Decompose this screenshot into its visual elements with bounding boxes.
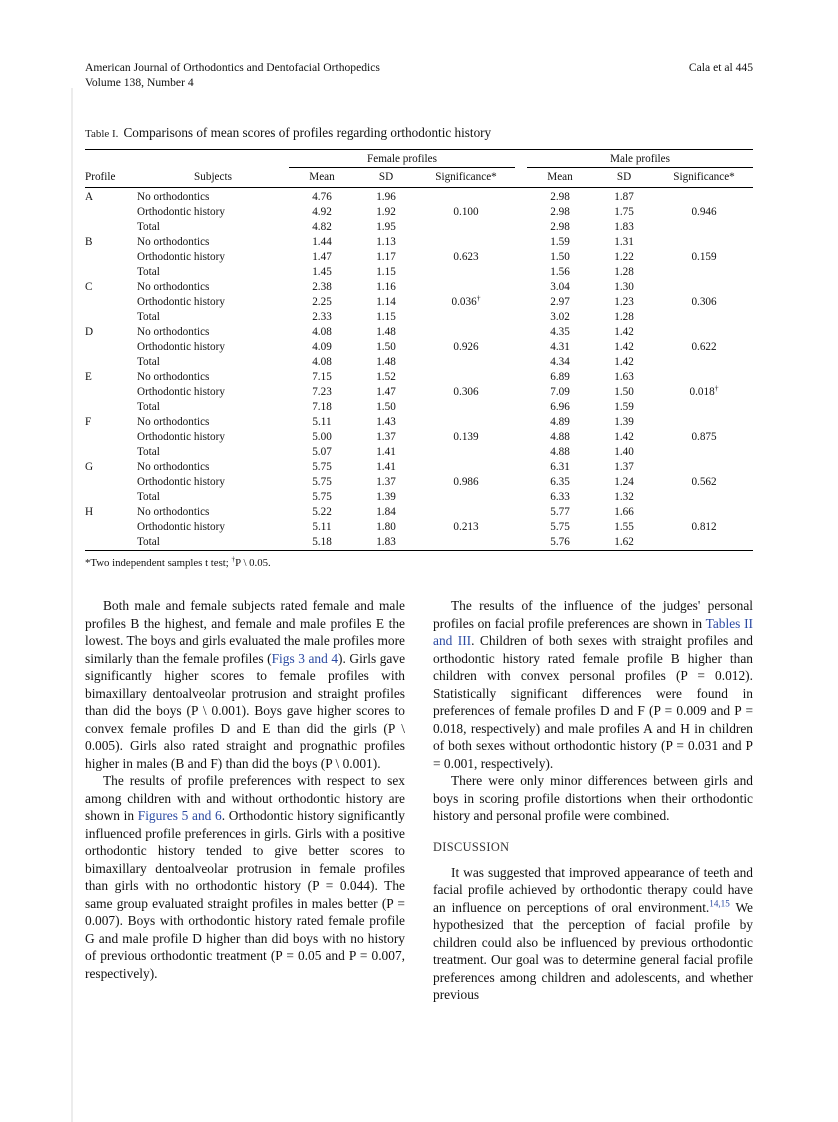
- table-row: [85, 295, 753, 310]
- cell-male-mean: 2.98: [550, 206, 570, 218]
- cell-gap: [515, 355, 527, 370]
- cell-male-sd: 1.50: [614, 386, 634, 398]
- cell-male-significance: 0.812: [691, 521, 717, 533]
- text-run: There were only minor differences between girls and boys in scoring profile distortions when their orthodontic history and personal profile were combined.: [433, 773, 753, 823]
- cell-female-mean: 7.15: [312, 371, 332, 383]
- table-row: [85, 220, 753, 235]
- cell-female-mean: 7.23: [312, 386, 332, 398]
- cell-male-sd: 1.23: [614, 296, 634, 308]
- cell-subject: Orthodontic history: [137, 341, 225, 353]
- cell-profile: [85, 220, 137, 235]
- cell-male-mean: 5.75: [550, 521, 570, 533]
- cell-subject: Orthodontic history: [137, 386, 225, 398]
- cell-female-significance: [417, 325, 515, 340]
- cell-profile: [85, 310, 137, 325]
- cell-male-mean: 4.31: [550, 341, 570, 353]
- cell-profile: [85, 265, 137, 280]
- cell-profile: [85, 385, 137, 400]
- article-body: [85, 597, 753, 1004]
- cell-male-mean: 6.33: [550, 491, 570, 503]
- cell-female-mean: 5.11: [312, 521, 332, 533]
- cell-female-significance: [417, 188, 515, 206]
- cell-male-significance: [655, 280, 753, 295]
- female-profiles-header: Female profiles: [289, 150, 515, 168]
- cell-female-sd: 1.95: [376, 221, 396, 233]
- cell-male-significance: [655, 505, 753, 520]
- table-caption-text: Comparisons of mean scores of profiles regarding orthodontic history: [123, 125, 492, 140]
- cell-female-mean: 4.76: [312, 191, 332, 203]
- cell-female-sd: 1.13: [376, 236, 396, 248]
- cell-female-mean: 4.09: [312, 341, 332, 353]
- cell-gap: [515, 188, 527, 206]
- cell-female-sd: 1.48: [376, 356, 396, 368]
- cell-female-significance: 0.139: [453, 431, 479, 443]
- cell-subject: Orthodontic history: [137, 431, 225, 443]
- cell-gap: [515, 430, 527, 445]
- cell-gap: [515, 520, 527, 535]
- text-column-left: [85, 597, 405, 1004]
- cell-female-sd: 1.43: [376, 416, 396, 428]
- text-run: ). Girls gave significantly higher scores to female profiles with bimaxillary dentoalveolar protrusion and straight profiles than did the boys (P \ 0.001). Boys gave higher scores to convex female profiles D and E than did the girls (P \ 0.005). Girls also rated straight and prognathic profiles higher in males (B and F) than did the boys (P \ 0.001).: [85, 650, 406, 771]
- cell-female-sd: 1.37: [376, 476, 396, 488]
- cell-male-sd: 1.83: [614, 221, 634, 233]
- cell-male-sd: 1.40: [614, 446, 634, 458]
- cell-male-mean: 2.98: [550, 221, 570, 233]
- table-row: [85, 188, 753, 206]
- column-header-row: [85, 168, 753, 188]
- citation-link[interactable]: Figs 3 and 4: [271, 650, 339, 666]
- cell-gap: [515, 310, 527, 325]
- cell-male-significance: [655, 490, 753, 505]
- cell-profile: G: [85, 461, 94, 473]
- cell-gap: [515, 325, 527, 340]
- cell-male-mean: 5.77: [550, 506, 570, 518]
- discussion-heading: DISCUSSION: [433, 839, 510, 854]
- cell-profile: B: [85, 236, 93, 248]
- cell-female-sd: 1.41: [376, 461, 396, 473]
- cell-male-significance: 0.562: [691, 476, 717, 488]
- table-1: [85, 149, 753, 551]
- cell-male-significance: [655, 445, 753, 460]
- table-row: [85, 355, 753, 370]
- table-row: [85, 310, 753, 325]
- text-run: *Two independent samples t test;: [85, 557, 232, 569]
- table-row: [85, 445, 753, 460]
- cell-profile: E: [85, 371, 92, 383]
- cell-male-mean: 4.89: [550, 416, 570, 428]
- cell-female-significance: [417, 310, 515, 325]
- cell-female-sd: 1.15: [376, 311, 396, 323]
- cell-female-sd: 1.14: [376, 296, 396, 308]
- text-column-right: [433, 597, 753, 1004]
- table-caption: [85, 124, 753, 142]
- cell-subject: Orthodontic history: [137, 251, 225, 263]
- cell-profile: [85, 205, 137, 220]
- cell-male-significance: [655, 460, 753, 475]
- cell-male-sd: 1.42: [614, 326, 634, 338]
- cell-male-mean: 6.35: [550, 476, 570, 488]
- cell-gap: [515, 235, 527, 250]
- cell-profile: D: [85, 326, 94, 338]
- cell-profile: H: [85, 506, 94, 518]
- col-header-female-significance: Significance*: [417, 168, 515, 188]
- cell-female-mean: 5.18: [312, 536, 332, 548]
- paragraph: [433, 864, 753, 1004]
- reference-superscript[interactable]: 14,15: [709, 898, 730, 909]
- col-header-female-sd: SD: [355, 168, 417, 188]
- cell-male-sd: 1.32: [614, 491, 634, 503]
- cell-male-sd: 1.55: [614, 521, 634, 533]
- table-row: [85, 505, 753, 520]
- page-citation: Cala et al 445: [688, 61, 753, 74]
- cell-subject: Orthodontic history: [137, 521, 225, 533]
- cell-female-mean: 2.38: [312, 281, 332, 293]
- cell-male-mean: 6.31: [550, 461, 570, 473]
- cell-male-significance: [655, 235, 753, 250]
- cell-female-mean: 5.75: [312, 491, 332, 503]
- cell-female-mean: 4.08: [312, 356, 332, 368]
- cell-male-sd: 1.31: [614, 236, 634, 248]
- col-header-male-significance: Significance*: [655, 168, 753, 188]
- cell-gap: [515, 460, 527, 475]
- cell-profile: [85, 445, 137, 460]
- cell-male-significance: [655, 325, 753, 340]
- cell-male-significance: 0.622: [691, 341, 717, 353]
- cell-female-sd: 1.47: [376, 386, 396, 398]
- cell-male-significance: 0.159: [691, 251, 717, 263]
- cell-profile: [85, 490, 137, 505]
- cell-female-mean: 5.75: [312, 461, 332, 473]
- page-scan-edge: [71, 88, 73, 1122]
- cell-female-significance: [417, 265, 515, 280]
- cell-male-mean: 2.97: [550, 296, 570, 308]
- cell-female-significance: 0.036†: [451, 295, 481, 308]
- cell-subject: No orthodontics: [137, 416, 210, 428]
- cell-profile: [85, 520, 137, 535]
- cell-male-sd: 1.22: [614, 251, 634, 263]
- table-row: [85, 535, 753, 551]
- table-row: [85, 205, 753, 220]
- col-header-gap: [515, 168, 527, 188]
- table-row: [85, 385, 753, 400]
- table-row: [85, 520, 753, 535]
- cell-female-significance: [417, 490, 515, 505]
- cell-subject: Total: [137, 536, 160, 548]
- cell-subject: Orthodontic history: [137, 206, 225, 218]
- cell-male-significance: [655, 535, 753, 551]
- cell-female-sd: 1.96: [376, 191, 396, 203]
- text-run: The results of profile preferences with respect to sex among children with and without orthodontic history are shown in: [85, 773, 405, 823]
- cell-profile: F: [85, 416, 92, 428]
- cell-subject: No orthodontics: [137, 236, 210, 248]
- cell-male-mean: 6.89: [550, 371, 570, 383]
- paragraph: [85, 772, 405, 982]
- cell-male-sd: 1.28: [614, 266, 634, 278]
- cell-subject: Total: [137, 401, 160, 413]
- cell-male-mean: 3.02: [550, 311, 570, 323]
- cell-subject: Total: [137, 446, 160, 458]
- cell-female-significance: 0.306: [453, 386, 479, 398]
- cell-subject: Total: [137, 311, 160, 323]
- col-header-subjects: Subjects: [137, 168, 289, 188]
- cell-subject: Total: [137, 221, 160, 233]
- cell-female-significance: 0.986: [453, 476, 479, 488]
- cell-female-significance: [417, 535, 515, 551]
- citation-link[interactable]: Figures 5 and 6: [137, 808, 222, 823]
- cell-profile: C: [85, 281, 93, 293]
- cell-male-significance: 0.875: [691, 431, 717, 443]
- cell-profile: [85, 355, 137, 370]
- cell-male-mean: 1.50: [550, 251, 570, 263]
- text-run: . Orthodontic history significantly influenced profile preferences in girls. Girls with a positive orthodontic history tended to give better scores to bimaxillary dentoalveolar protrusion in female profiles than girls with no orthodontic history (P = 0.044). The same group evaluated straight profiles in males better (P = 0.007). Boys with orthodontic history rated female profile G and male profile D higher than did boys with no history of previous orthodontic treatment (P = 0.05 and P = 0.007, respectively).: [85, 808, 405, 981]
- cell-gap: [515, 505, 527, 520]
- cell-female-significance: [417, 460, 515, 475]
- running-head-left: [85, 60, 380, 90]
- cell-female-sd: 1.80: [376, 521, 396, 533]
- cell-male-sd: 1.39: [614, 416, 634, 428]
- cell-female-sd: 1.50: [376, 341, 396, 353]
- cell-male-sd: 1.75: [614, 206, 634, 218]
- col-header-male-sd: SD: [593, 168, 655, 188]
- cell-profile: [85, 535, 137, 551]
- table-row: [85, 265, 753, 280]
- cell-male-sd: 1.28: [614, 311, 634, 323]
- cell-female-mean: 4.92: [312, 206, 332, 218]
- cell-male-significance: [655, 355, 753, 370]
- cell-female-sd: 1.17: [376, 251, 396, 263]
- cell-gap: [515, 385, 527, 400]
- cell-male-sd: 1.87: [614, 191, 634, 203]
- cell-male-sd: 1.59: [614, 401, 634, 413]
- cell-female-sd: 1.50: [376, 401, 396, 413]
- cell-gap: [515, 415, 527, 430]
- cell-male-sd: 1.24: [614, 476, 634, 488]
- cell-gap: [515, 205, 527, 220]
- table-row: [85, 250, 753, 265]
- table-row: [85, 415, 753, 430]
- text-run: Both male and female subjects rated female and male profiles B the highest, and female and male profiles E the lowest. The boys and girls evaluated the male profiles more similarly than the female profiles (: [85, 598, 405, 666]
- col-header-profile: Profile: [85, 168, 137, 188]
- cell-female-mean: 1.44: [312, 236, 332, 248]
- col-header-female-mean: Mean: [289, 168, 355, 188]
- cell-female-significance: 0.926: [453, 341, 479, 353]
- cell-female-mean: 2.25: [312, 296, 332, 308]
- group-gap: [515, 150, 527, 168]
- paragraph: [433, 772, 753, 825]
- cell-male-mean: 2.98: [550, 191, 570, 203]
- cell-male-mean: 5.76: [550, 536, 570, 548]
- cell-female-mean: 5.75: [312, 476, 332, 488]
- cell-female-sd: 1.15: [376, 266, 396, 278]
- table-row: [85, 430, 753, 445]
- table-row: [85, 280, 753, 295]
- col-header-male-mean: Mean: [527, 168, 593, 188]
- group-header-spacer: [85, 150, 289, 168]
- paragraph: [85, 597, 405, 772]
- cell-female-mean: 5.22: [312, 506, 332, 518]
- cell-male-significance: [655, 220, 753, 235]
- cell-gap: [515, 370, 527, 385]
- cell-subject: No orthodontics: [137, 461, 210, 473]
- cell-male-mean: 3.04: [550, 281, 570, 293]
- cell-female-sd: 1.48: [376, 326, 396, 338]
- cell-male-significance: [655, 415, 753, 430]
- cell-subject: No orthodontics: [137, 371, 210, 383]
- cell-female-mean: 4.08: [312, 326, 332, 338]
- cell-male-significance: [655, 370, 753, 385]
- cell-female-significance: [417, 280, 515, 295]
- cell-male-significance: [655, 310, 753, 325]
- dagger-marker: †: [231, 554, 236, 564]
- cell-female-sd: 1.41: [376, 446, 396, 458]
- cell-gap: [515, 445, 527, 460]
- journal-issue: Volume 138, Number 4: [85, 76, 194, 89]
- cell-female-mean: 5.00: [312, 431, 332, 443]
- cell-male-sd: 1.42: [614, 356, 634, 368]
- table-row: [85, 460, 753, 475]
- text-run: P \ 0.05.: [235, 557, 271, 569]
- cell-profile: [85, 340, 137, 355]
- cell-female-sd: 1.92: [376, 206, 396, 218]
- citation-link[interactable]: Tables II and III: [433, 615, 753, 648]
- cell-gap: [515, 295, 527, 310]
- table-row: [85, 340, 753, 355]
- cell-gap: [515, 280, 527, 295]
- group-header-row: [85, 150, 753, 168]
- cell-male-mean: 6.96: [550, 401, 570, 413]
- cell-male-sd: 1.66: [614, 506, 634, 518]
- cell-profile: A: [85, 191, 94, 203]
- cell-gap: [515, 265, 527, 280]
- cell-gap: [515, 340, 527, 355]
- table-label: Table I.: [85, 128, 119, 140]
- cell-female-sd: 1.84: [376, 506, 396, 518]
- cell-male-sd: 1.63: [614, 371, 634, 383]
- text-run: . Children of both sexes with straight profiles and orthodontic history rated female profile B higher than children with convex personal profiles (P = 0.012). Statistically significant differences were found in preferences of female profiles D and F (P = 0.009 and P = 0.018, respectively) and male profiles A and H in children of both sexes without orthodontic history (P = 0.031 and P = 0.001, respectively).: [433, 633, 754, 771]
- dagger-marker: †: [714, 385, 719, 393]
- cell-profile: [85, 430, 137, 445]
- cell-female-mean: 1.47: [312, 251, 332, 263]
- cell-female-mean: 5.07: [312, 446, 332, 458]
- cell-female-mean: 7.18: [312, 401, 332, 413]
- cell-male-sd: 1.42: [614, 431, 634, 443]
- table-footnote: [85, 556, 753, 570]
- cell-subject: Orthodontic history: [137, 296, 225, 308]
- cell-female-mean: 4.82: [312, 221, 332, 233]
- cell-female-significance: 0.213: [453, 521, 479, 533]
- cell-female-significance: [417, 220, 515, 235]
- paragraph: [433, 597, 753, 772]
- cell-male-significance: 0.018†: [689, 385, 719, 398]
- text-run: The results of the influence of the judges' personal profiles on facial profile preferences are shown in: [433, 598, 753, 631]
- cell-male-mean: 4.34: [550, 356, 570, 368]
- cell-male-significance: [655, 188, 753, 206]
- cell-subject: No orthodontics: [137, 191, 210, 203]
- cell-male-sd: 1.42: [614, 341, 634, 353]
- cell-female-significance: [417, 355, 515, 370]
- table-row: [85, 235, 753, 250]
- cell-subject: No orthodontics: [137, 281, 210, 293]
- cell-female-significance: 0.623: [453, 251, 479, 263]
- cell-male-significance: 0.946: [691, 206, 717, 218]
- cell-female-significance: [417, 505, 515, 520]
- cell-female-significance: [417, 400, 515, 415]
- cell-male-mean: 1.56: [550, 266, 570, 278]
- cell-female-sd: 1.39: [376, 491, 396, 503]
- dagger-marker: †: [476, 295, 481, 303]
- cell-female-significance: [417, 370, 515, 385]
- cell-male-mean: 1.59: [550, 236, 570, 248]
- cell-gap: [515, 250, 527, 265]
- cell-female-mean: 1.45: [312, 266, 332, 278]
- cell-profile: [85, 295, 137, 310]
- cell-gap: [515, 475, 527, 490]
- cell-female-sd: 1.37: [376, 431, 396, 443]
- cell-male-significance: [655, 265, 753, 280]
- cell-male-sd: 1.30: [614, 281, 634, 293]
- cell-gap: [515, 400, 527, 415]
- table-row: [85, 490, 753, 505]
- running-head: [85, 60, 753, 90]
- cell-female-sd: 1.83: [376, 536, 396, 548]
- journal-title: American Journal of Orthodontics and Dentofacial Orthopedics: [85, 61, 380, 74]
- cell-male-significance: 0.306: [691, 296, 717, 308]
- table-1-block: [85, 124, 753, 570]
- table-row: [85, 475, 753, 490]
- cell-female-mean: 2.33: [312, 311, 332, 323]
- cell-subject: Total: [137, 356, 160, 368]
- cell-gap: [515, 220, 527, 235]
- table-row: [85, 400, 753, 415]
- cell-female-mean: 5.11: [312, 416, 332, 428]
- cell-male-mean: 4.35: [550, 326, 570, 338]
- cell-subject: Orthodontic history: [137, 476, 225, 488]
- table-row: [85, 325, 753, 340]
- text-run: It was suggested that improved appearance of teeth and facial profile achieved by orthodontic therapy could have an influence on perceptions of oral environment.: [433, 864, 753, 915]
- table-row: [85, 370, 753, 385]
- cell-male-sd: 1.62: [614, 536, 634, 548]
- cell-subject: No orthodontics: [137, 506, 210, 518]
- table-body: [85, 188, 753, 551]
- cell-male-significance: [655, 400, 753, 415]
- cell-male-mean: 4.88: [550, 431, 570, 443]
- cell-subject: No orthodontics: [137, 326, 210, 338]
- cell-female-sd: 1.16: [376, 281, 396, 293]
- cell-male-mean: 4.88: [550, 446, 570, 458]
- cell-gap: [515, 490, 527, 505]
- cell-female-sd: 1.52: [376, 371, 396, 383]
- cell-female-significance: [417, 235, 515, 250]
- cell-subject: Total: [137, 266, 160, 278]
- cell-female-significance: [417, 445, 515, 460]
- cell-profile: [85, 475, 137, 490]
- text-run: We hypothesized that the perception of facial profile by children could also be influenced by previous orthodontic treatment. Our goal was to determine general facial profile preferences among children and adolescents, and whether previous: [433, 899, 753, 1002]
- cell-profile: [85, 400, 137, 415]
- cell-male-sd: 1.37: [614, 461, 634, 473]
- cell-gap: [515, 535, 527, 551]
- male-profiles-header: Male profiles: [527, 150, 753, 168]
- cell-female-significance: 0.100: [453, 206, 479, 218]
- cell-profile: [85, 250, 137, 265]
- cell-subject: Total: [137, 491, 160, 503]
- cell-female-significance: [417, 415, 515, 430]
- cell-male-mean: 7.09: [550, 386, 570, 398]
